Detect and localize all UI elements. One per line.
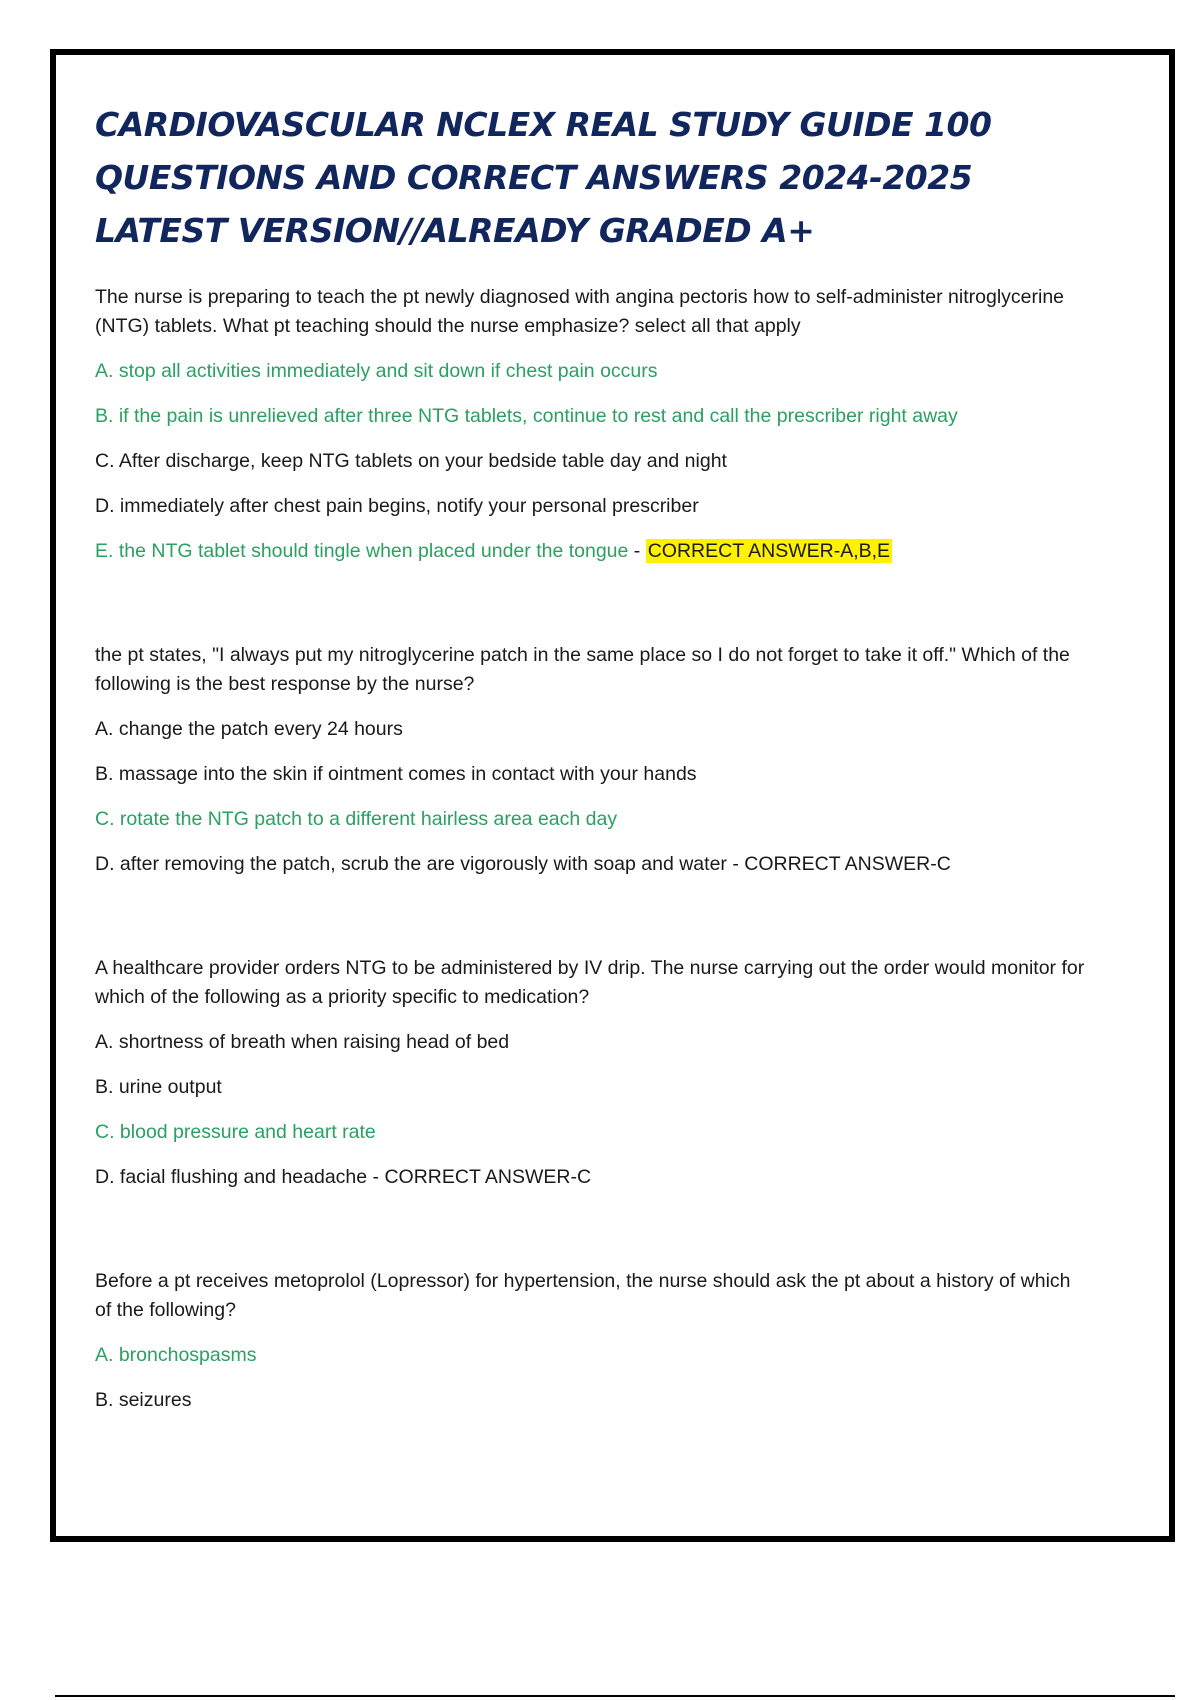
- option-c-correct: C. blood pressure and heart rate: [95, 1121, 376, 1143]
- option-b: B. seizures: [95, 1389, 192, 1411]
- option-b: B. urine output: [95, 1076, 222, 1098]
- question-2: [95, 641, 1085, 879]
- answer-separator: -: [367, 1166, 385, 1188]
- document-title: CARDIOVASCULAR NCLEX REAL STUDY GUIDE 100 QUESTIONS AND CORRECT ANSWERS 2024-2025 LATEST VERSION//ALREADY GRADED A+: [95, 105, 992, 250]
- question-stem: A healthcare provider orders NTG to be administered by IV drip. The nurse carrying out the order would monitor for which of the following as a priority specific to medication?: [95, 957, 1085, 1008]
- option-a-correct: A. bronchospasms: [95, 1344, 257, 1366]
- option-a: A. change the patch every 24 hours: [95, 718, 403, 740]
- option-b-correct: B. if the pain is unrelieved after three NTG tablets, continue to rest and call the prescriber right away: [95, 405, 958, 427]
- question-1: [95, 283, 1085, 566]
- option-d: D. immediately after chest pain begins, notify your personal prescriber: [95, 495, 699, 517]
- question-stem: The nurse is preparing to teach the pt newly diagnosed with angina pectoris how to self-administer nitroglycerine (NTG) tablets. What pt teaching should the nurse emphasize? select all that apply: [95, 286, 1065, 337]
- answer-separator: -: [628, 540, 646, 562]
- question-4: [95, 1267, 1085, 1415]
- question-3: [95, 954, 1085, 1192]
- option-a: A. shortness of breath when raising head of bed: [95, 1031, 510, 1053]
- option-e-text: E. the NTG tablet should tingle when placed under the tongue: [95, 540, 629, 562]
- question-spacer: [95, 582, 1085, 641]
- option-a-correct: A. stop all activities immediately and sit down if chest pain occurs: [95, 360, 658, 382]
- document-content: [95, 98, 1085, 1431]
- answer-key-highlighted: CORRECT ANSWER-A,B,E: [647, 540, 891, 562]
- option-d-with-answer: [95, 1163, 1085, 1192]
- option-c-correct: C. rotate the NTG patch to a different hairless area each day: [95, 808, 618, 830]
- option-d-text: D. facial flushing and headache: [95, 1166, 368, 1188]
- question-stem: Before a pt receives metoprolol (Lopressor) for hypertension, the nurse should ask the pt about a history of which of the following?: [95, 1270, 1071, 1321]
- option-e-with-answer: [95, 537, 1085, 566]
- option-d-with-answer: [95, 850, 1085, 879]
- question-spacer: [95, 1208, 1085, 1267]
- answer-key: CORRECT ANSWER-C: [384, 1166, 592, 1188]
- bottom-rule: [55, 1695, 1175, 1697]
- option-c: C. After discharge, keep NTG tablets on your bedside table day and night: [95, 450, 727, 472]
- option-d-text: D. after removing the patch, scrub the are vigorously with soap and water: [95, 853, 727, 875]
- option-b: B. massage into the skin if ointment comes in contact with your hands: [95, 763, 697, 785]
- answer-key: CORRECT ANSWER-C: [744, 853, 951, 875]
- question-spacer: [95, 895, 1085, 954]
- answer-separator: -: [726, 853, 745, 875]
- question-stem: the pt states, "I always put my nitroglycerine patch in the same place so I do not forget to take it off." Which of the following is the best response by the nurse?: [95, 644, 1070, 695]
